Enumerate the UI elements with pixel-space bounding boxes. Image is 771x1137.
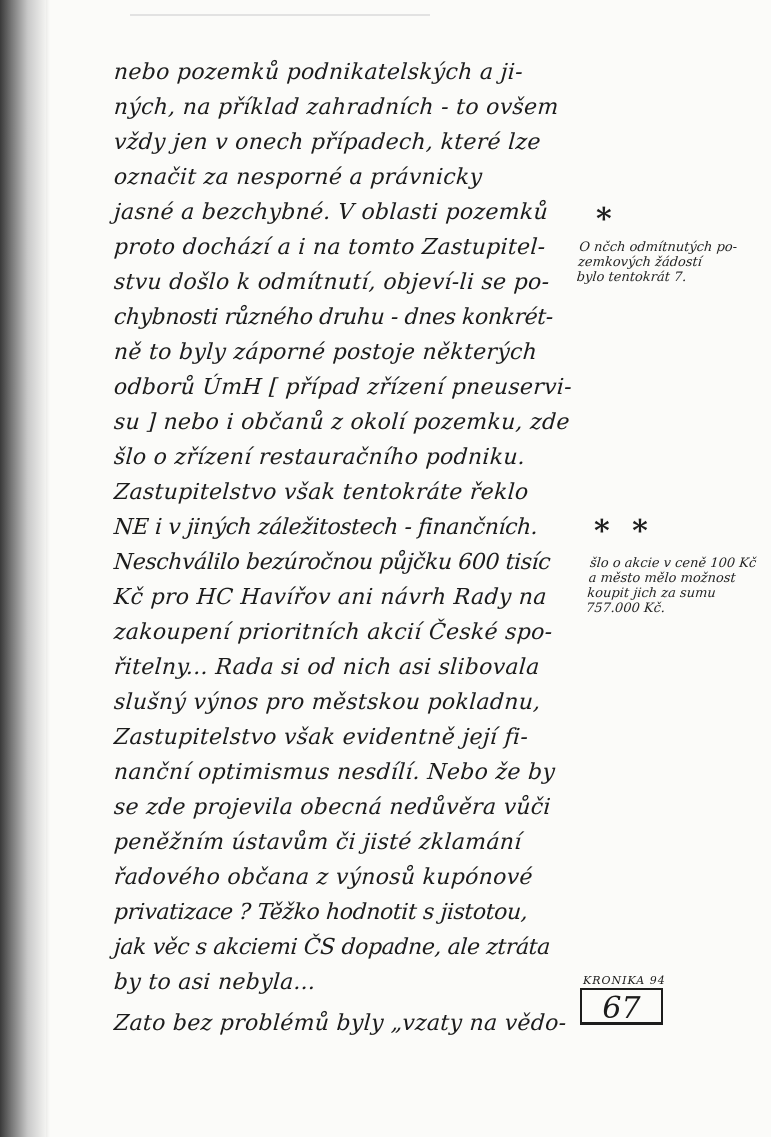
margin-note-1 — [576, 240, 738, 285]
body-line: stvu došlo k odmítnutí, objeví-li se po- — [113, 270, 551, 295]
note-line: 757.000 Kč. — [585, 601, 666, 616]
body-line: proto dochází a i na tomto Zastupitel- — [113, 235, 547, 260]
body-line: řadového občana z výnosů kupónové — [113, 865, 534, 890]
body-line: NE i v jiných záležitostech - finančních. — [113, 515, 539, 540]
body-line: jak věc s akciemi ČS dopadne, ale ztráta — [113, 935, 551, 960]
note-line: zemkových žádostí — [577, 255, 703, 270]
body-line: by to asi nebyla... — [113, 970, 317, 995]
footnote-mark-1: * — [596, 202, 612, 237]
body-line: jasné a bezchybné. V oblasti pozemků — [113, 200, 549, 225]
body-line: vždy jen v onech případech, které lze — [113, 130, 542, 155]
handwritten-body — [114, 55, 584, 1041]
body-line: Zastupitelstvo však tentokráte řeklo — [113, 480, 530, 505]
body-line: nebo pozemků podnikatelských a ji- — [113, 60, 524, 85]
body-line: Zastupitelstvo však evidentně její fi- — [113, 725, 530, 750]
chronicle-label: KRONIKA 94 — [583, 974, 666, 987]
note-line: koupit jich za sumu — [586, 586, 717, 601]
body-line: su ] nebo i občanů z okolí pozemku, zde — [113, 410, 571, 435]
body-line: Zato bez problémů byly „vzaty na vědo- — [113, 1011, 568, 1036]
body-line: zakoupení prioritních akcií České spo- — [113, 620, 554, 645]
page-number-box: 67 — [580, 988, 663, 1025]
body-line: slušný výnos pro městskou pokladnu, — [113, 690, 542, 715]
top-faint-rule — [130, 14, 430, 16]
footnote-mark-2: * * — [594, 514, 654, 549]
body-line: šlo o zřízení restauračního podniku. — [113, 445, 527, 470]
body-line: Neschválilo bezúročnou půjčku 600 tisíc — [113, 550, 552, 575]
body-line: se zde projevila obecná nedůvěra vůči — [113, 795, 552, 820]
body-line: chybnosti různého druhu - dnes konkrét- — [113, 305, 554, 330]
book-gutter-shadow — [0, 0, 46, 1137]
body-line: odborů ÚmH [ případ zřízení pneuservi- — [113, 375, 573, 400]
body-line: peněžním ústavům či jisté zklamání — [113, 830, 523, 855]
body-line: řitelny... Rada si od nich asi slibovala — [113, 655, 541, 680]
body-line: ně to byly záporné postoje některých — [113, 340, 538, 365]
note-line: O nčch odmítnutých po- — [578, 240, 738, 255]
body-line: ných, na příklad zahradních - to ovšem — [113, 95, 560, 120]
body-line: označit za nesporné a právnicky — [113, 165, 484, 190]
note-line: šlo o akcie v ceně 100 Kč — [589, 556, 757, 571]
note-line: bylo tentokrát 7. — [576, 270, 688, 285]
note-line: a město mělo možnost — [588, 571, 737, 586]
margin-note-2 — [585, 556, 756, 616]
body-line: privatizace ? Těžko hodnotit s jistotou, — [113, 900, 529, 925]
body-line: nanční optimismus nesdílí. Nebo že by — [113, 760, 557, 785]
body-line: Kč pro HC Havířov ani návrh Rady na — [113, 585, 548, 610]
gutter-edge — [46, 0, 50, 1137]
